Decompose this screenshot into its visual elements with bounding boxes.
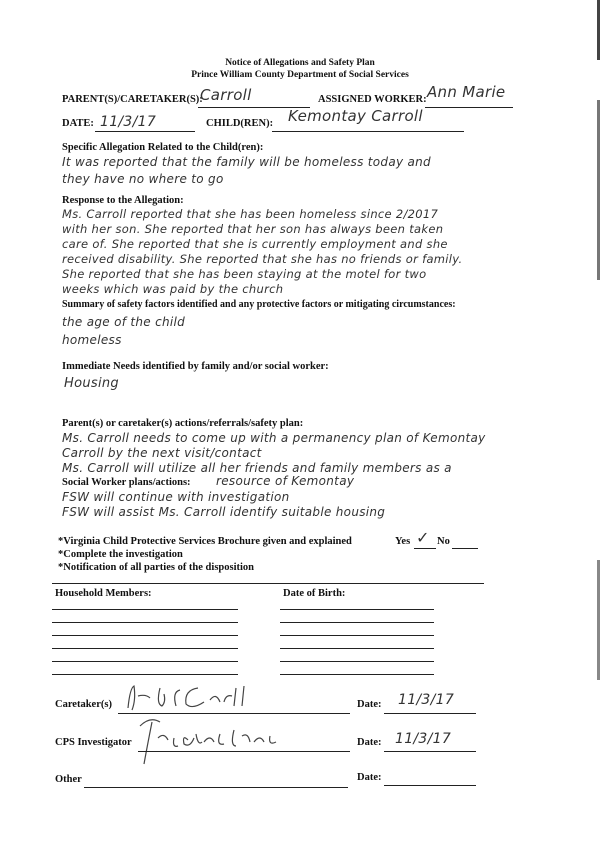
household-members-label: Household Members: (55, 588, 152, 599)
other-sign-line (84, 787, 348, 788)
document-title: Notice of Allegations and Safety Plan (225, 58, 375, 68)
response-line-3: care of. She reported that she is currently employment and she (62, 237, 448, 251)
investigator-label: CPS Investigator (55, 737, 132, 748)
worker-plans-line-2: FSW will assist Ms. Carroll identify suitable housing (62, 505, 386, 519)
investigator-sign-line (138, 751, 350, 752)
parent-label: PARENT(S)/CARETAKER(S): (62, 94, 203, 105)
response-label: Response to the Allegation: (62, 195, 184, 206)
actions-line-2: Carroll by the next visit/contact (62, 446, 262, 460)
date-underline (95, 131, 195, 132)
worker-plans-label: Social Worker plans/actions: (62, 477, 191, 488)
needs-label: Immediate Needs identified by family and/or social worker: (62, 361, 329, 372)
no-label: No (437, 536, 450, 547)
checklist-item-notification: *Notification of all parties of the disposition (58, 562, 254, 573)
worker-underline (425, 107, 513, 108)
allegation-line-1: It was reported that the family will be homeless today and (62, 155, 431, 169)
response-line-5: She reported that she has been staying at the motel for two (62, 267, 427, 281)
caretaker-date-line (384, 713, 476, 714)
allegation-label: Specific Allegation Related to the Child(ren): (62, 142, 264, 153)
child-underline (272, 131, 464, 132)
parent-value: Carroll (200, 86, 252, 104)
actions-line-3: Ms. Carroll will utilize all her friends and family members as a (62, 461, 452, 475)
response-line-6: weeks which was paid by the church (62, 282, 284, 296)
worker-plans-inline: resource of Kemontay (216, 474, 355, 488)
child-label: CHILD(REN): (206, 118, 274, 129)
caretaker-date-label: Date: (357, 699, 382, 710)
needs-line-1: Housing (64, 376, 119, 391)
worker-value: Ann Marie (427, 83, 506, 101)
investigator-date-line (384, 751, 476, 752)
worker-plans-line-1: FSW will continue with investigation (62, 490, 290, 504)
response-line-4: received disability. She reported that she has no friends or family. (62, 252, 463, 266)
yes-label: Yes (395, 536, 411, 547)
other-label: Other (55, 774, 82, 785)
caretaker-label: Caretaker(s) (55, 699, 112, 710)
date-label: DATE: (62, 118, 94, 129)
department-name: Prince William County Department of Social Services (191, 70, 409, 80)
actions-label: Parent(s) or caretaker(s) actions/referrals/safety plan: (62, 418, 304, 429)
other-date-label: Date: (357, 772, 382, 783)
response-line-1: Ms. Carroll reported that she has been homeless since 2/2017 (62, 207, 439, 221)
safety-line-2: homeless (62, 333, 122, 347)
investigator-date-value: 11/3/17 (395, 731, 452, 747)
response-line-2: with her son. She reported that her son has always been taken (62, 222, 444, 236)
investigator-signature (130, 712, 290, 772)
checklist-item-brochure: *Virginia Child Protective Services Brochure given and explained (58, 536, 352, 547)
child-value: Kemontay Carroll (288, 107, 423, 125)
safety-label: Summary of safety factors identified and any protective factors or mitigating circumstances: (62, 299, 456, 310)
no-underline (452, 548, 478, 549)
checklist-item-investigation: *Complete the investigation (58, 549, 183, 560)
dob-label: Date of Birth: (283, 588, 346, 599)
investigator-date-label: Date: (357, 737, 382, 748)
date-value: 11/3/17 (100, 114, 157, 130)
other-date-line (384, 785, 476, 786)
safety-line-1: the age of the child (62, 315, 186, 329)
actions-line-1: Ms. Carroll needs to come up with a permanency plan of Kemontay (62, 431, 486, 445)
worker-label: ASSIGNED WORKER: (318, 94, 427, 105)
section-divider (52, 583, 484, 584)
caretaker-date-value: 11/3/17 (398, 692, 455, 708)
yes-checkmark: ✓ (416, 528, 430, 547)
caretaker-signature (120, 680, 270, 716)
allegation-line-2: they have no where to go (62, 172, 224, 186)
yes-underline (414, 548, 436, 549)
